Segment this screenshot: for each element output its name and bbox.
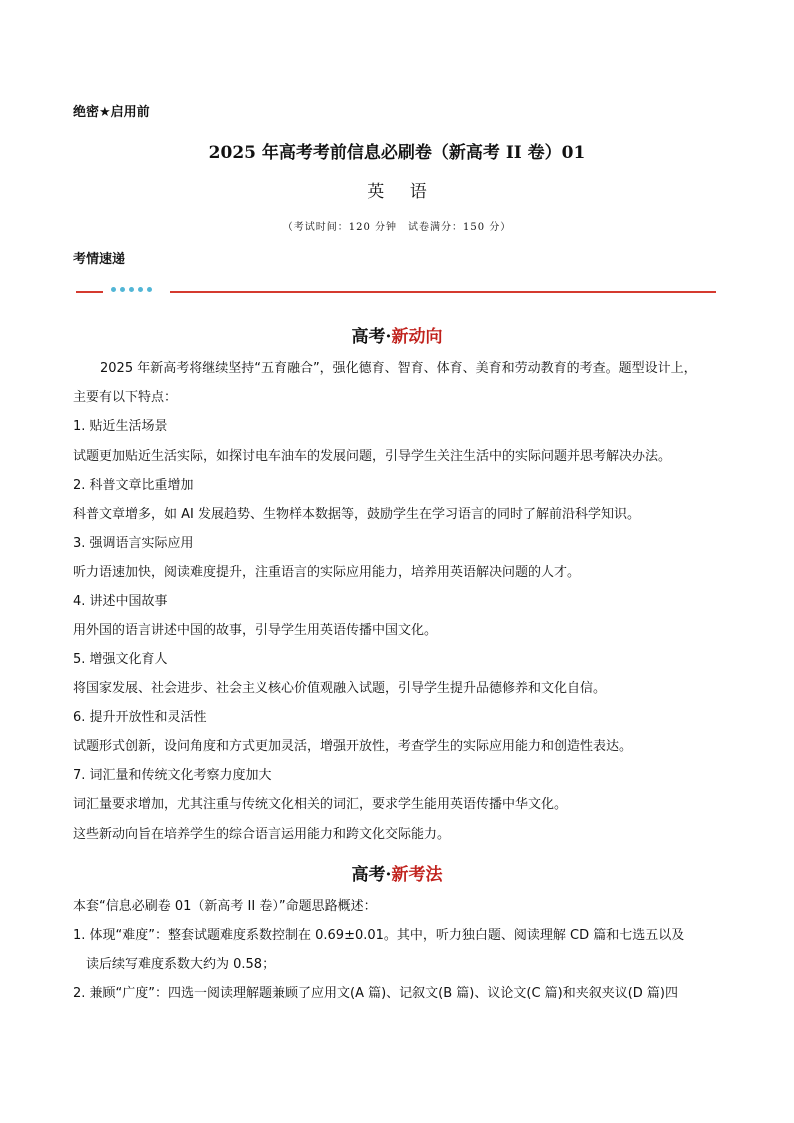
methods-intro: 本套“信息必刷卷 01（新高考 II 卷）”命题思路概述：: [73, 899, 377, 914]
divider-dot: [120, 287, 125, 292]
trend-item-desc: 科普文章增多，如 AI 发展趋势、生物样本数据等，鼓励学生在学习语言的同时了解前沿科学知识。: [73, 507, 640, 522]
trend-item-title: 1. 贴近生活场景: [73, 419, 168, 434]
subject-title: 英 语: [367, 182, 437, 202]
trend-item-desc: 试题形式创新，设问角度和方式更加灵活，增强开放性，考查学生的实际应用能力和创造性表达。: [73, 739, 633, 754]
trend-item-desc: 试题更加贴近生活实际，如探讨电车油车的发展问题，引导学生关注生活中的实际问题并思考解决办法。: [73, 449, 672, 464]
trend-item-title: 7. 词汇量和传统文化考察力度加大: [73, 768, 272, 783]
section-heading-prefix: 高考·: [351, 327, 392, 347]
trend-item-desc: 用外国的语言讲述中国的故事，引导学生用英语传播中国文化。: [73, 623, 438, 638]
intro-paragraph-line1: 2025 年新高考将继续坚持“五育融合”，强化德育、智育、体育、美育和劳动教育的考查。题型设计上，: [100, 361, 697, 376]
method-point-2-line1: 2. 兼顾“广度”：四选一阅读理解题兼顾了应用文(A 篇)、记叙文(B 篇)、议论文(C 篇)和夹叙夹议(D 篇)四: [73, 986, 679, 1001]
section-heading-highlight: 新考法: [391, 865, 443, 885]
divider-dot: [111, 287, 116, 292]
trend-item-title: 5. 增强文化育人: [73, 652, 168, 667]
confidential-label: 绝密★启用前: [73, 105, 150, 120]
divider-dot: [138, 287, 143, 292]
section-heading-highlight: 新动向: [391, 327, 443, 347]
divider-dots: [111, 287, 152, 292]
page-title: 2025 年高考考前信息必刷卷（新高考 II 卷）01: [208, 143, 586, 163]
divider-line-right: [170, 291, 716, 293]
exam-info: （考试时间：120 分钟 试卷满分：150 分）: [282, 222, 512, 233]
trend-item-desc: 将国家发展、社会进步、社会主义核心价值观融入试题，引导学生提升品德修养和文化自信。: [73, 681, 607, 696]
overview-heading: 考情速递: [73, 252, 126, 267]
trend-item-title: 3. 强调语言实际应用: [73, 536, 194, 551]
section-heading-new-methods: [0, 860, 794, 885]
trend-item-title: 4. 讲述中国故事: [73, 594, 168, 609]
trend-item-title: 2. 科普文章比重增加: [73, 478, 194, 493]
section-heading-new-trends: [0, 322, 794, 347]
trends-conclusion: 这些新动向旨在培养学生的综合语言运用能力和跨文化交际能力。: [73, 827, 451, 842]
divider-line-left: [76, 291, 103, 293]
decorative-divider: [76, 287, 716, 299]
trend-item-desc: 词汇量要求增加，尤其注重与传统文化相关的词汇，要求学生能用英语传播中华文化。: [73, 797, 568, 812]
divider-dot: [129, 287, 134, 292]
intro-paragraph-line2: 主要有以下特点：: [73, 390, 178, 405]
divider-dot: [147, 287, 152, 292]
trend-item-title: 6. 提升开放性和灵活性: [73, 710, 207, 725]
trend-item-desc: 听力语速加快，阅读难度提升，注重语言的实际应用能力，培养用英语解决问题的人才。: [73, 565, 581, 580]
method-point-1-line2: 读后续写难度系数大约为 0.58；: [86, 957, 276, 972]
method-point-1-line1: 1. 体现“难度”：整套试题难度系数控制在 0.69±0.01。其中，听力独白题、阅读理解 CD 篇和七选五以及: [73, 928, 685, 943]
section-heading-prefix: 高考·: [351, 865, 392, 885]
